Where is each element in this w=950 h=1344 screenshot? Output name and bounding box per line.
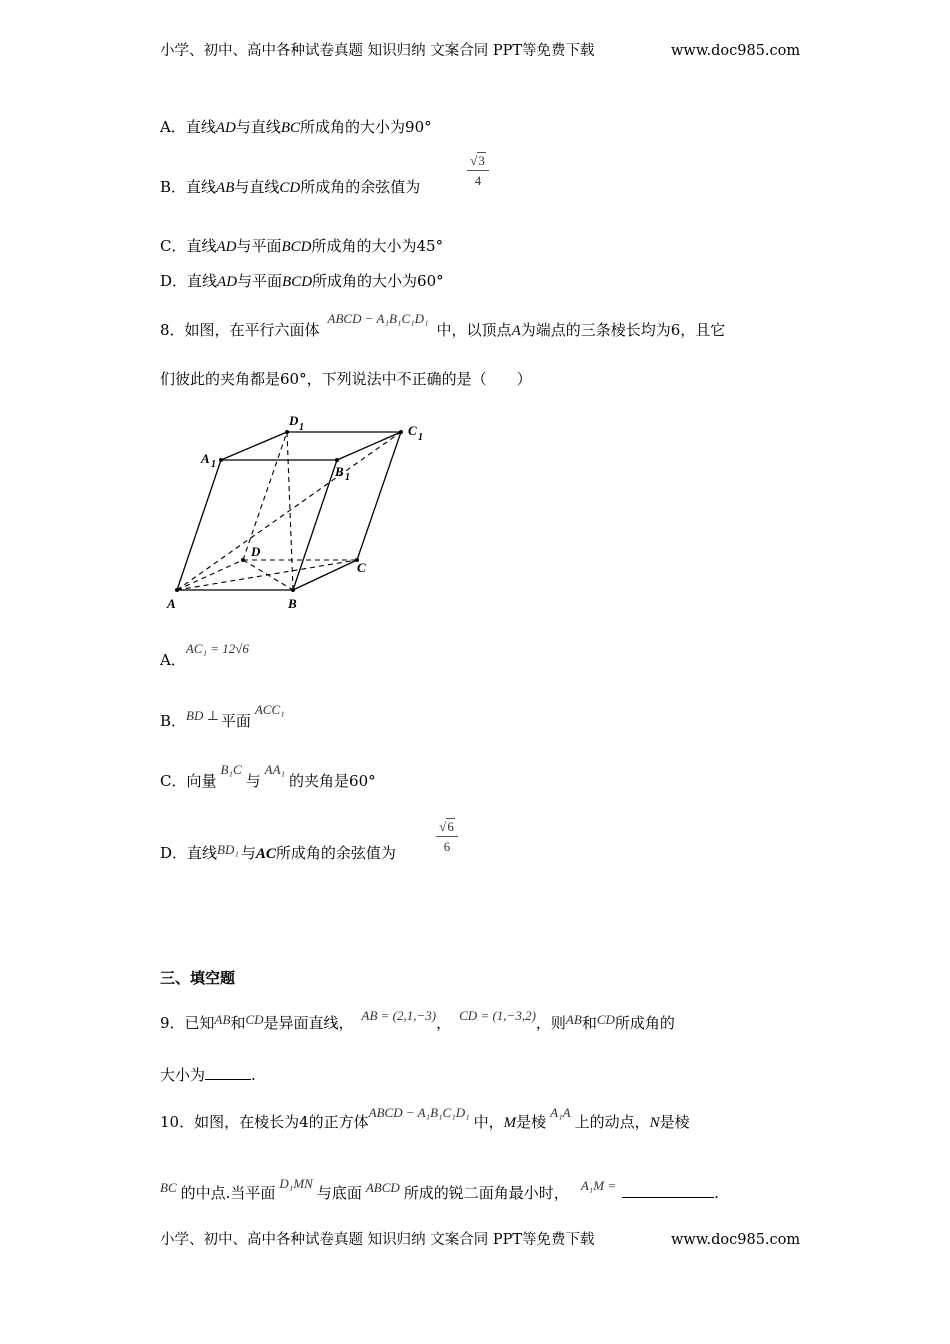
edge-ad-hidden: [177, 560, 243, 590]
q8-stem-line1: 8．如图，在平行六面体ABCD − A₁B₁C₁D₁中，以顶点A为端点的三条棱长均为6，且它: [160, 311, 726, 339]
q8-option-c: C．向量B₁C与AA₁的夹角是60°: [160, 762, 376, 790]
label-c1: C: [408, 423, 417, 438]
q7-option-c: C．直线AD与平面BCD所成角的大小为45°: [160, 237, 444, 255]
q8-d-fraction: √6 6: [436, 820, 458, 853]
q9-answer-blank[interactable]: [205, 1079, 251, 1080]
edge-b1c1: [337, 432, 401, 460]
edge-dd1-hidden: [243, 432, 287, 560]
label-d: D: [251, 544, 261, 559]
parallelepiped-figure: [165, 410, 440, 615]
q8-option-b: B．BD ⊥ 平面ACC₁: [160, 702, 285, 730]
edge-aa1: [177, 460, 221, 590]
label-a1: A: [201, 451, 210, 466]
svg-text:1: 1: [345, 472, 350, 483]
label-b: B: [288, 596, 297, 611]
edge-d1a1: [221, 432, 287, 460]
q8-stem-line2: 们彼此的夹角都是60°，下列说法中不正确的是（ ）: [160, 370, 532, 388]
label-a: A: [167, 596, 176, 611]
q10-answer-blank[interactable]: [622, 1197, 714, 1198]
edge-bb1: [293, 460, 337, 590]
footer-url[interactable]: www.doc985.com: [671, 1232, 801, 1248]
q8-solid-math: ABCD − A₁B₁C₁D₁: [327, 311, 429, 326]
label-c: C: [357, 560, 366, 575]
footer-text: 小学、初中、高中各种试卷真题 知识归纳 文案合同 PPT等免费下载: [160, 1232, 595, 1248]
q9-stem-line1: 9．已知AB和CD是异面直线， AB = (2,1,−3)， CD = (1,−3,2)，则AB和CD所成角的: [160, 1008, 675, 1032]
q8-option-d: D．直线BD₁ 与AC所成角的余弦值为: [160, 842, 396, 862]
svg-text:1: 1: [299, 422, 304, 433]
svg-text:1: 1: [211, 459, 216, 470]
edge-bc: [293, 560, 357, 590]
q7-option-a: A．直线AD与直线BC所成角的大小为90°: [160, 118, 432, 136]
label-b1: B: [335, 464, 344, 479]
q10-stem-line2: BC 的中点.当平面D₁MN与底面 ABCD 所成的锐二面角最小时， A₁M = .: [160, 1176, 719, 1202]
q7-option-d: D．直线AD与平面BCD所成角的大小为60°: [160, 272, 444, 290]
section-title: 三、填空题: [160, 969, 236, 987]
q7-option-b: B．直线AB与直线CD所成角的余弦值为: [160, 178, 421, 196]
q8-option-a: A．AC₁ = 12√6: [160, 641, 249, 669]
edge-cc1: [357, 432, 401, 560]
q7-b-fraction: √3 4: [467, 154, 489, 187]
label-d1: D: [289, 413, 299, 428]
q9-stem-line2: 大小为 .: [160, 1066, 256, 1084]
svg-text:1: 1: [418, 432, 423, 443]
diagonal-bd1: [287, 432, 293, 590]
header-url[interactable]: www.doc985.com: [671, 43, 801, 59]
diagonal-ac1: [177, 432, 401, 590]
diagonal-bd: [243, 560, 293, 590]
header-text: 小学、初中、高中各种试卷真题 知识归纳 文案合同 PPT等免费下载: [160, 43, 595, 59]
q10-stem-line1: 10．如图，在棱长为4的正方体ABCD − A₁B₁C₁D₁中，M是棱A₁A上的动点，N是棱: [160, 1105, 690, 1131]
